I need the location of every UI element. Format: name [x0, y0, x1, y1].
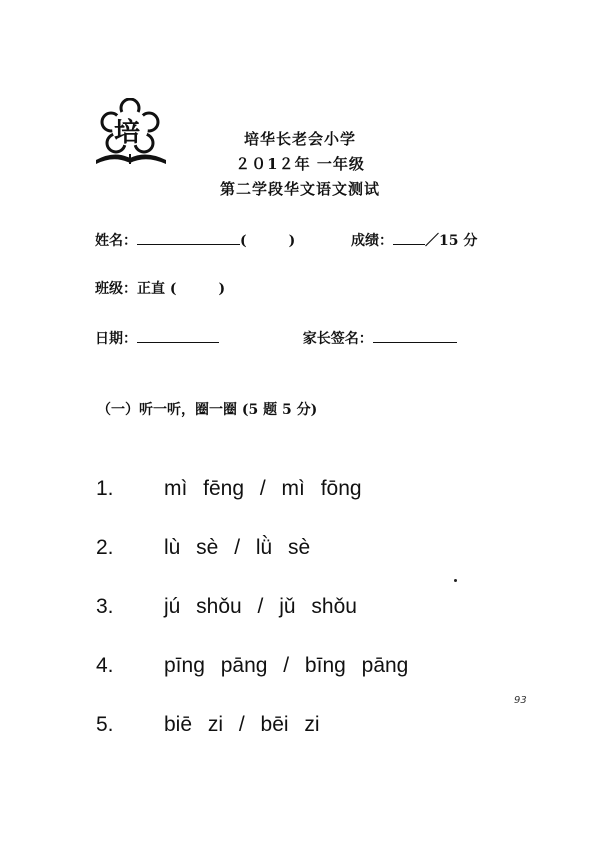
name-paren-close: ) — [288, 233, 296, 249]
margin-note: 93 — [514, 695, 527, 706]
class-paren-close: ) — [218, 281, 226, 297]
logo-glyph: 培 — [114, 118, 141, 148]
school-name: 培华长老会小学 — [243, 130, 356, 148]
question-number: 5. — [96, 713, 114, 736]
test-title: 第二学段华文语文测试 — [219, 180, 380, 198]
year-grade: ２０1２年 一年级 — [235, 155, 365, 173]
date-sign-row — [95, 328, 457, 348]
score-blank[interactable] — [393, 232, 425, 245]
parent-sign-blank[interactable] — [373, 330, 457, 343]
parent-sign-label: 家长签名： — [302, 331, 373, 347]
class-row — [95, 278, 225, 298]
question-text: mì fēng / mì fōng — [164, 477, 362, 500]
name-score-row — [95, 230, 477, 250]
stray-dot — [454, 579, 457, 582]
question-text: jú shǒu / jǔ shǒu — [164, 595, 357, 618]
question-number: 1. — [96, 477, 114, 500]
section-title: （一）听一听，圈一圈 (5 题 5 分) — [97, 402, 318, 418]
school-crest-icon — [94, 98, 174, 168]
score-total: ／15 分 — [425, 233, 478, 249]
question-item[interactable] — [96, 654, 408, 678]
date-label: 日期： — [95, 331, 137, 347]
score-label: 成绩： — [351, 233, 393, 249]
date-blank[interactable] — [137, 330, 219, 343]
name-blank[interactable] — [137, 232, 240, 245]
question-item[interactable] — [96, 713, 320, 737]
question-item[interactable] — [96, 477, 362, 501]
question-number: 2. — [96, 536, 114, 559]
question-text: pīng pāng / bīng pāng — [164, 654, 409, 677]
question-number: 4. — [96, 654, 114, 677]
question-text: lù sè / lǜ sè — [164, 536, 311, 559]
name-label: 姓名： — [95, 233, 137, 249]
question-item[interactable] — [96, 536, 310, 560]
class-label: 班级：正直 ( — [95, 281, 177, 297]
question-text: biē zi / bēi zi — [164, 713, 320, 736]
question-item[interactable] — [96, 595, 357, 619]
name-paren-open: ( — [240, 233, 247, 249]
question-number: 3. — [96, 595, 114, 618]
